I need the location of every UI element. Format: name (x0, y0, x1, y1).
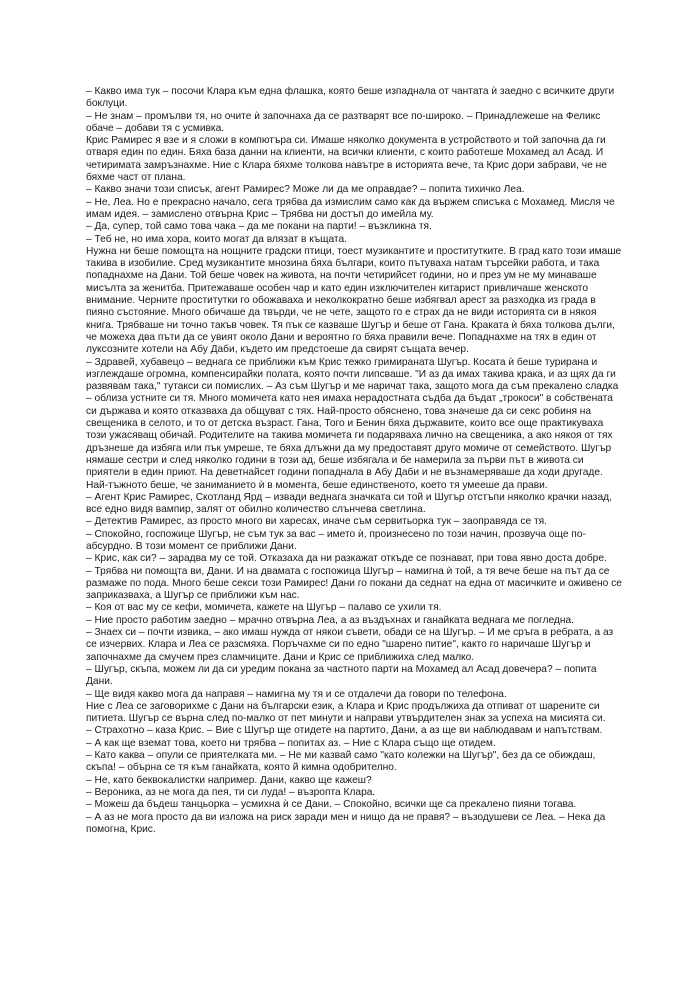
paragraph: – Здравей, хубавецо – веднага се приближи към Крис тежко гримираната Шугър. Косата ѝ беше турирана и изглеждаше огромна, компенсирайки полата, която почти липсваше. "И аз да имах такива крака, и аз щях да ги развявам така," тутакси си помислих. – Аз съм Шугър и ме наричат така, защото мога да съм прекалено сладка – облиза устните си тя. Много момичета като нея имаха нерадостната съдба да бъдат „трокоси" в собствената си държава и която отказваха да общуват с тях. Най-просто обяснено, това значеше да си секс робиня на свещеника в селото, и то от детска възраст. Гана, Того и Бенин бяха държавите, които все още практикуваха този ужасяващ обичай. Родителите на такива момичета ги подаряваха лично на свещеника, а ако някоя от тях дръзнеше да избяга или пък умреше, те бяха длъжни да му предоставят друго момиче от семейството. Шугър нямаше сестри и след няколко години в този ад, беше избягала и бе намерила за първи път в живота си приятели в един приют. На деветнайсет години попаднала в Абу Даби и не възнамеряваше да ходи другаде. Най-тъжното беше, че заниманието ѝ в момента, беше единственото, което тя умееше да прави. (86, 356, 619, 491)
paragraph: – Можеш да бъдеш танцьорка – усмихна ѝ се Дани. – Спокойно, всички ще са прекалено пияни тогава. (86, 799, 577, 811)
paragraph: – Страхотно – каза Крис. – Вие с Шугър ще отидете на партито, Дани, а аз ще ви наблюдавам и напътствам. (86, 725, 603, 737)
paragraph: – Не, като беквокалистки например. Дани, какво ще кажеш? (86, 774, 372, 786)
paragraph: – Агент Крис Рамирес, Скотланд Ярд – извади веднага значката си той и Шугър отстъпи няколко крачки назад, все едно видя вампир, залят от обилно количество слънчева светлина. (86, 491, 612, 516)
paragraph: – Коя от вас му се кефи, момичета, кажете на Шугър – палаво се ухили тя. (86, 602, 442, 614)
paragraph: – Ще видя какво мога да направя – намигна му тя и се отдалечи да говори по телефона. (86, 688, 507, 700)
paragraph: – Не знам – промълви тя, но очите ѝ започнаха да се разтварят все по-широко. – Принадлежеше на Феликс обаче – добави тя с усмивка. (86, 110, 601, 134)
paragraph: – Спокойно, госпожице Шугър, не съм тук за вас – името ѝ, произнесено по този начин, прозвуча още по-абсурдно. В този момент се приближи Дани. (86, 528, 586, 552)
paragraph: Нужна ни беше помощта на нощните градски птици, тоест музикантите и проститутките. В град като този имаше такива в изобилие. Сред музикантите мнозина бяха българи, които пътуваха натам търсейки работа, и така попаднахме на Дани. Той беше човек на живота, на почти четирийсет години, но и през ум не му минаваше мисълта за женитба. Притежаваше особен чар и като един изключителен китарист привличаше женското внимание. Черните проститутки го обожаваха и неколкократно беше избягвал арест за разходка из града в пияно състояние. Много обичаше да твърди, че не чете, защото го е страх да не види историята си в някоя книга. Трябваше ни точно такъв човек. Тя пък се казваше Шугър и беше от Гана. Краката ѝ бяха толкова дълги, че можеха два пъти да се увият около Дани и вероятно го бяха правили вече. Попаднахме на тях в един от луксозните хотели на Абу Даби, където им предстоеше да свирят същата вечер. (86, 245, 622, 356)
paragraph: – Ние просто работим заедно – мрачно отвърна Леа, а аз въздъхнах и ганайката веднага ме погледна. (86, 614, 574, 626)
paragraph: – А аз не мога просто да ви изложа на риск заради мен и нищо да не правя? – възодушеви се Леа. – Нека да помогна, Крис. (86, 811, 606, 835)
paragraph: – Като каква – опули се приятелката ми. – Не ми казвай само "като колежки на Шугър", без да се обиждаш, скъпа! – обърна се тя към ганайката, която й кимна одобрително. (86, 750, 596, 774)
paragraph: – Да, супер, той само това чака – да ме покани на парти! – възкликна тя. (86, 221, 432, 233)
paragraph: – Крис, как си? – зарадва му се той. Отказаха да ни разкажат откъде се познават, при това явно доста добре. (86, 553, 607, 565)
document-body (86, 86, 626, 836)
paragraph: Ние с Леа се заговорихме с Дани на български език, а Клара и Крис продължиха да отпиват от шарените си питиета. Шугър се върна след по-малко от пет минути и направи утвърдителен знак за успеха на мисията си. (86, 700, 606, 725)
paragraph: – Какво има тук – посочи Клара към една флашка, която беше изпаднала от чантата ѝ заедно с всичките други боклуци. (86, 86, 615, 110)
paragraph: – Теб не, но има хора, които могат да влязат в къщата. (86, 233, 347, 245)
paragraph: – Какво значи този списък, агент Рамирес? Може ли да ме оправдае? – попита тихичко Леа. (86, 184, 525, 196)
paragraph: – А как ще вземат това, което ни трябва – попитах аз. – Ние с Клара също ще отидем. (86, 737, 496, 749)
paragraph: – Не, Леа. Но е прекрасно начало, сега трябва да измислим само как да вържем списъка с Мохамед. Мисля че имам идея. – замислено отвърна Крис – Трябва ни достъп до имейла му. (86, 196, 615, 220)
paragraph: Крис Рамирес я взе и я сложи в компютъра си. Имаше няколко документа в устройството и той започна да ги отваря един по един. Бяха база данни на клиенти, на всички клиенти, с които работеше Мохамед ал Асад. И четиримата замръзнахме. Ние с Клара бяхме толкова навътре в историята вече, та Крис дори забрави, че не бяхме част от плана. (86, 135, 607, 184)
paragraph: – Детектив Рамирес, аз просто много ви харесах, иначе съм сервитьорка тук – заоправяда се тя. (86, 516, 547, 528)
paragraph: – Вероника, аз не мога да пея, ти си луда! – възропта Клара. (86, 786, 376, 798)
paragraph: – Шугър, скъпа, можем ли да си уредим покана за частното парти на Мохамед ал Асад довечера? – попита Дани. (86, 663, 597, 688)
paragraph: – Знаех си – почти извика, – ако имаш нужда от някои съвети, обади се на Шугър. – И ме сръга в ребрата, а аз се изчервих. Клара и Леа се разсмяха. Поръчахме си по едно "шарено питие", както го наричаше Шугър и започнахме да смучем през сламчиците. Дани и Крис се приближиха след малко. (86, 627, 614, 663)
paragraph: – Трябва ни помощта ви, Дани. И на двамата с госпожица Шугър – намигна ѝ той, а тя вече беше на път да се размаже по пода. Много беше секси този Рамирес! Дани го покани да седнат на една от масичките и оживено се заприказваха, а Шугър се приближи към нас. (86, 565, 622, 602)
